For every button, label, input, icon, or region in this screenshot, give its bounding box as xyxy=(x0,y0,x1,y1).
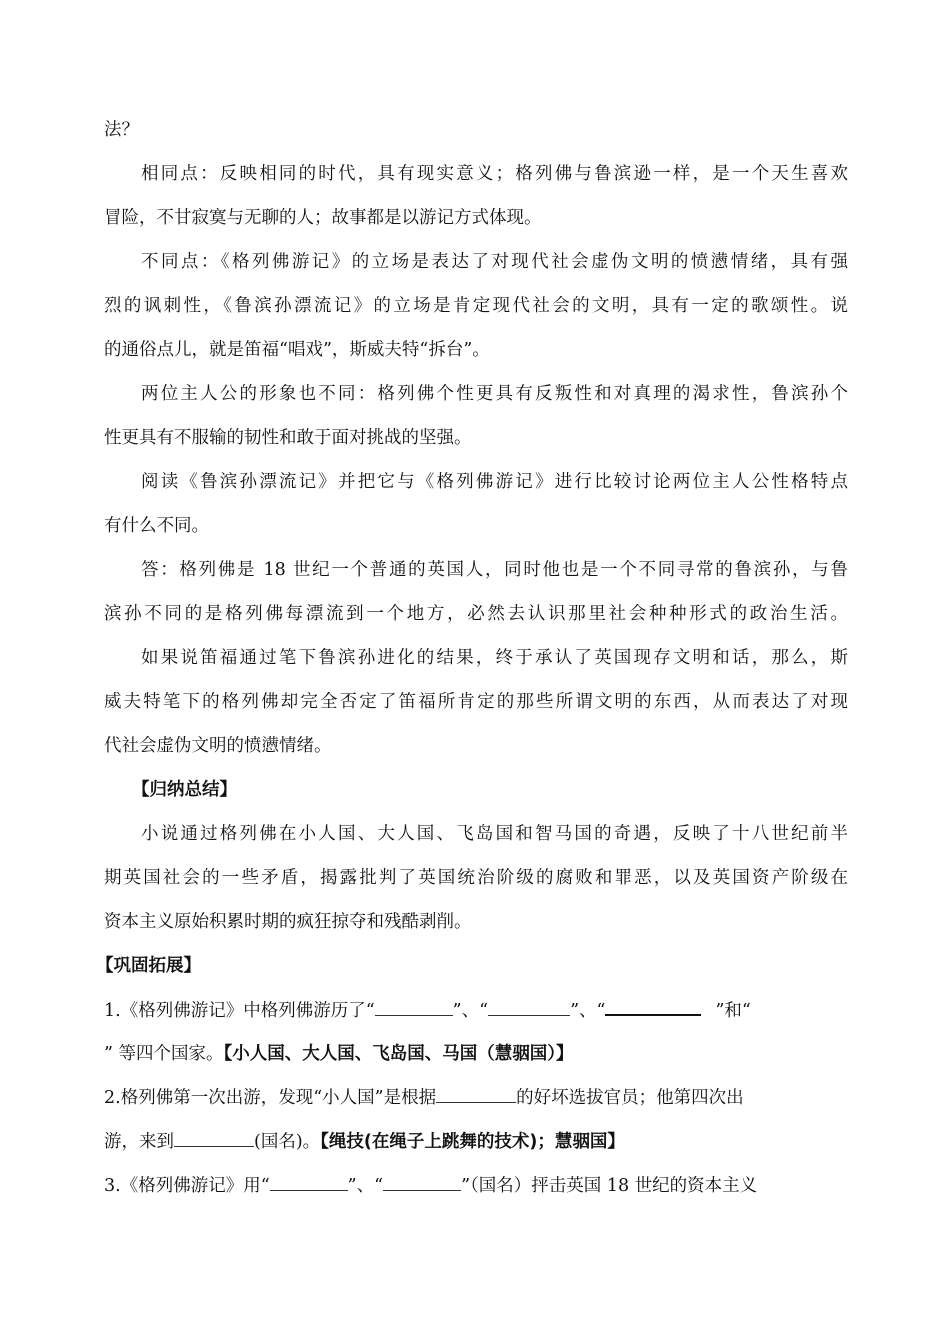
question-text: (国名)。 xyxy=(254,1132,321,1152)
question-text: 2.格列佛第一次出游，发现“小人国”是根据 xyxy=(104,1088,437,1108)
question-text: ”、“ xyxy=(347,1176,384,1196)
section-heading-practice: 【巩固拓展】 xyxy=(96,956,201,976)
question-2-line-2 xyxy=(104,1130,848,1154)
paragraph-line: 的通俗点儿，就是笛福“唱戏”，斯威夫特“拆台”。 xyxy=(104,340,490,360)
paragraph-line: 阅读《鲁滨孙漂流记》并把它与《格列佛游记》进行比较讨论两位主人公性格特点 xyxy=(141,472,848,492)
paragraph-line: 两位主人公的形象也不同：格列佛个性更具有反叛性和对真理的渴求性，鲁滨孙个 xyxy=(141,384,848,404)
question-2-line-1 xyxy=(104,1086,848,1110)
question-text: ”、“ xyxy=(570,1001,606,1021)
paragraph-line: 不同点：《格列佛游记》的立场是表达了对现代社会虚伪文明的愤懑情绪，具有强 xyxy=(141,252,848,272)
answer-key: 【小人国、大人国、飞岛国、马国（慧骃国）】 xyxy=(223,1044,574,1064)
answer-blank xyxy=(488,999,570,1016)
question-text: ”和“ xyxy=(715,1001,751,1021)
answer-blank xyxy=(375,999,453,1016)
paragraph-line: 期英国社会的一些矛盾，揭露批判了英国统治阶级的腐败和罪恶，以及英国资产阶级在 xyxy=(104,868,848,888)
question-text: ”（国名）抨击英国 18 世纪的资本主义 xyxy=(461,1176,758,1196)
paragraph-line: 如果说笛福通过笔下鲁滨孙进化的结果，终于承认了英国现存文明和话，那么，斯 xyxy=(141,648,848,668)
paragraph-line: 冒险，不甘寂寞与无聊的人；故事都是以游记方式体现。 xyxy=(104,208,542,228)
answer-key: 【绳技(在绳子上跳舞的技术)；慧骃国】 xyxy=(320,1132,625,1152)
question-text: 3.《格列佛游记》用“ xyxy=(104,1176,270,1196)
answer-blank xyxy=(605,998,701,1016)
paragraph-line: 烈的讽刺性，《鲁滨孙漂流记》的立场是肯定现代社会的文明，具有一定的歌颂性。说 xyxy=(104,296,848,316)
paragraph-line: 威夫特笔下的格列佛却完全否定了笛福所肯定的那些所谓文明的东西，从而表达了对现 xyxy=(104,692,848,712)
paragraph-line: 有什么不同。 xyxy=(104,516,209,536)
question-text: ” 等四个国家。 xyxy=(104,1044,224,1064)
paragraph-line: 代社会虚伪文明的愤懑情绪。 xyxy=(104,736,332,756)
question-text: 1.《格列佛游记》中格列佛游历了“ xyxy=(104,1001,375,1021)
question-1-line-1 xyxy=(104,998,848,1023)
paragraph-line: 资本主义原始积累时期的疯狂掠夺和残酷剥削。 xyxy=(104,912,472,932)
paragraph-line: 答：格列佛是 18 世纪一个普通的英国人，同时他也是一个不同寻常的鲁滨孙，与鲁 xyxy=(141,560,848,580)
paragraph-line: 小说通过格列佛在小人国、大人国、飞岛国和智马国的奇遇，反映了十八世纪前半 xyxy=(141,824,848,844)
question-1-line-2 xyxy=(104,1042,848,1066)
answer-blank xyxy=(436,1086,516,1103)
section-heading-summary: 【归纳总结】 xyxy=(132,780,237,800)
paragraph-line: 相同点：反映相同的时代，具有现实意义；格列佛与鲁滨逊一样，是一个天生喜欢 xyxy=(141,164,848,184)
answer-blank xyxy=(383,1174,461,1191)
paragraph-line: 滨孙不同的是格列佛每漂流到一个地方，必然去认识那里社会种种形式的政治生活。 xyxy=(104,604,848,624)
answer-blank xyxy=(270,1174,348,1191)
paragraph-line: 法？ xyxy=(104,120,139,140)
paragraph-line: 性更具有不服输的韧性和敢于面对挑战的坚强。 xyxy=(104,428,472,448)
question-3-line-1 xyxy=(104,1174,848,1198)
question-text: 的好坏选拔官员；他第四次出 xyxy=(516,1088,744,1108)
answer-blank xyxy=(174,1130,254,1147)
question-text: ”、“ xyxy=(452,1001,489,1021)
question-text: 游，来到 xyxy=(104,1132,174,1152)
